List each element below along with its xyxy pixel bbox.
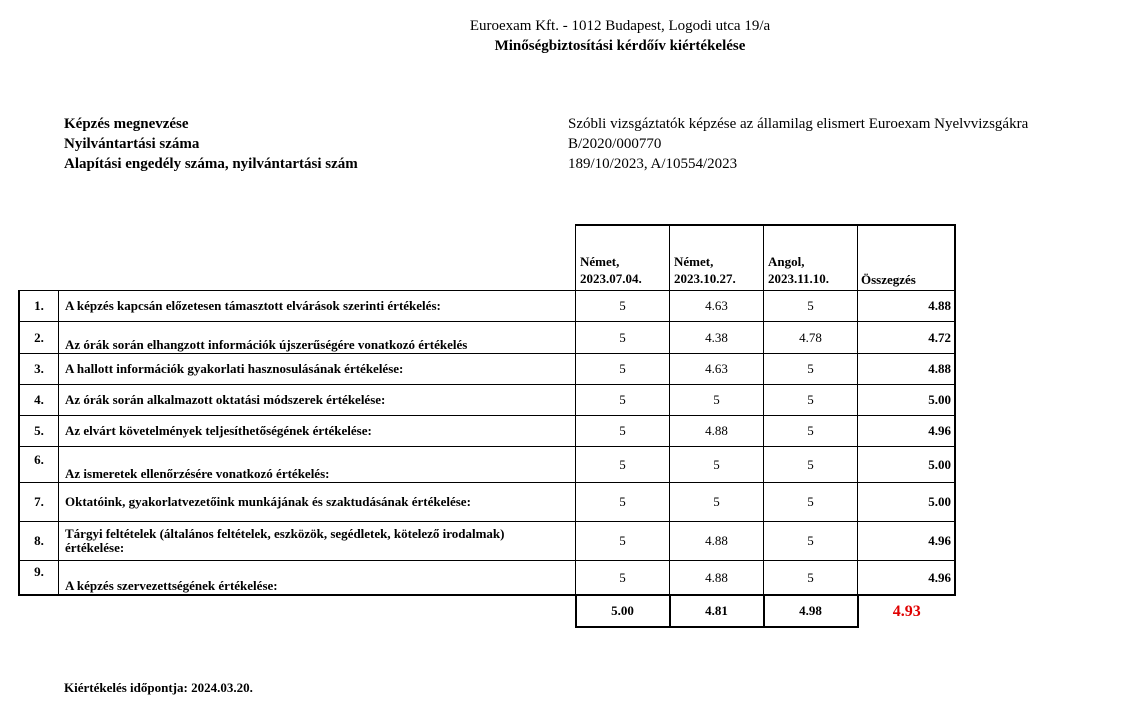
row-question: A hallott információk gyakorlati hasznosulásának értékelése: xyxy=(59,354,576,385)
total-value: 4.81 xyxy=(670,595,764,627)
total-value: 4.98 xyxy=(764,595,858,627)
info-row-name xyxy=(64,114,1028,134)
row-value: 5 xyxy=(764,483,858,522)
row-question: A képzés szervezettségének értékelése: xyxy=(59,561,576,596)
row-summary: 4.96 xyxy=(858,561,956,596)
table-row xyxy=(19,416,955,447)
row-number: 8. xyxy=(19,522,59,561)
row-question: Az ismeretek ellenőrzésére vonatkozó értékelés: xyxy=(59,447,576,483)
empty-corner xyxy=(19,225,59,291)
row-summary: 4.72 xyxy=(858,322,956,354)
row-value: 5 xyxy=(576,385,670,416)
row-value: 4.63 xyxy=(670,291,764,322)
info-value: 189/10/2023, A/10554/2023 xyxy=(568,156,738,172)
document-header xyxy=(0,16,1140,56)
row-value: 5 xyxy=(576,447,670,483)
row-number: 3. xyxy=(19,354,59,385)
evaluation-date-label: Kiértékelés időpontja: xyxy=(64,680,188,695)
row-value: 5 xyxy=(670,447,764,483)
info-row-permit xyxy=(64,154,1028,174)
row-question-text: Oktatóink, gyakorlatvezetőink munkájának és szaktudásának értékelése: xyxy=(65,494,471,509)
table-row xyxy=(19,447,955,483)
info-row-registration xyxy=(64,134,1028,154)
row-summary: 5.00 xyxy=(858,385,956,416)
row-value: 5 xyxy=(764,522,858,561)
row-question xyxy=(59,483,576,522)
column-header xyxy=(576,225,670,291)
total-value: 5.00 xyxy=(576,595,670,627)
row-question: A képzés kapcsán előzetesen támasztott elvárások szerinti értékelés: xyxy=(59,291,576,322)
table-row xyxy=(19,354,955,385)
row-value: 4.63 xyxy=(670,354,764,385)
row-value: 5 xyxy=(764,447,858,483)
row-value: 5 xyxy=(576,322,670,354)
row-number: 1. xyxy=(19,291,59,322)
evaluation-date xyxy=(64,680,253,696)
row-summary: 5.00 xyxy=(858,483,956,522)
row-question: Az órák során elhangzott információk újszerűségére vonatkozó értékelés xyxy=(59,322,576,354)
column-header xyxy=(670,225,764,291)
company-address: Euroexam Kft. - 1012 Budapest, Logodi utca 19/a xyxy=(469,18,771,34)
empty-cell xyxy=(59,595,576,627)
row-value: 5 xyxy=(576,416,670,447)
info-label: Képzés megnevzése xyxy=(64,116,189,132)
row-number: 5. xyxy=(19,416,59,447)
row-value: 5 xyxy=(576,522,670,561)
row-value: 4.88 xyxy=(670,416,764,447)
empty-cell xyxy=(19,595,59,627)
document-title: Minőségbiztosítási kérdőív kiértékelése xyxy=(494,38,746,54)
row-summary: 5.00 xyxy=(858,447,956,483)
row-value: 5 xyxy=(576,291,670,322)
row-number: 2. xyxy=(19,322,59,354)
evaluation-table xyxy=(18,224,956,628)
column-header-line: 2023.07.04. xyxy=(580,271,642,286)
row-value: 5 xyxy=(764,354,858,385)
table-row xyxy=(19,483,955,522)
totals-row xyxy=(19,595,955,627)
row-number: 7. xyxy=(19,483,59,522)
row-value: 5 xyxy=(670,483,764,522)
row-value: 4.78 xyxy=(764,322,858,354)
row-summary: 4.96 xyxy=(858,416,956,447)
row-question-text: Tárgyi feltételek (általános feltételek, eszközök, segédletek, kötelező irodalmak) értékelése: xyxy=(65,526,505,555)
row-question: Az órák során alkalmazott oktatási módszerek értékelése: xyxy=(59,385,576,416)
row-value: 4.88 xyxy=(670,522,764,561)
row-question xyxy=(59,522,576,561)
table-row xyxy=(19,322,955,354)
empty-corner xyxy=(59,225,576,291)
table-row xyxy=(19,385,955,416)
info-label: Nyilvántartási száma xyxy=(64,136,200,152)
row-value: 5 xyxy=(576,483,670,522)
column-header-summary: Összegzés xyxy=(858,225,956,291)
column-header xyxy=(764,225,858,291)
row-value: 5 xyxy=(670,385,764,416)
column-header-line: 2023.11.10. xyxy=(768,271,830,286)
row-value: 5 xyxy=(764,385,858,416)
table-row xyxy=(19,561,955,596)
row-number: 6. xyxy=(19,447,59,483)
row-value: 5 xyxy=(576,561,670,596)
column-header-line: Német, xyxy=(674,254,714,269)
row-summary: 4.96 xyxy=(858,522,956,561)
row-summary: 4.88 xyxy=(858,354,956,385)
column-header-line: Német, xyxy=(580,254,620,269)
table-header-row xyxy=(19,225,955,291)
table-row xyxy=(19,291,955,322)
row-number: 9. xyxy=(19,561,59,596)
info-value: Szóbli vizsgáztatók képzése az államilag elismert Euroexam Nyelvvizsgákra xyxy=(568,116,1029,132)
row-value: 4.38 xyxy=(670,322,764,354)
row-number: 4. xyxy=(19,385,59,416)
row-question: Az elvárt követelmények teljesíthetőségének értékelése: xyxy=(59,416,576,447)
row-summary: 4.88 xyxy=(858,291,956,322)
table-row xyxy=(19,522,955,561)
row-value: 5 xyxy=(764,416,858,447)
row-value: 5 xyxy=(764,561,858,596)
training-info xyxy=(64,114,1028,174)
column-header-line: 2023.10.27. xyxy=(674,271,736,286)
column-header-line: Angol, xyxy=(768,254,805,269)
row-value: 5 xyxy=(764,291,858,322)
row-value: 5 xyxy=(576,354,670,385)
row-value: 4.88 xyxy=(670,561,764,596)
grand-total: 4.93 xyxy=(892,602,921,620)
info-value: B/2020/000770 xyxy=(568,136,662,152)
evaluation-date-value: 2024.03.20. xyxy=(191,680,253,695)
evaluation-table-wrapper xyxy=(18,224,956,628)
info-label: Alapítási engedély száma, nyilvántartási szám xyxy=(64,156,358,172)
